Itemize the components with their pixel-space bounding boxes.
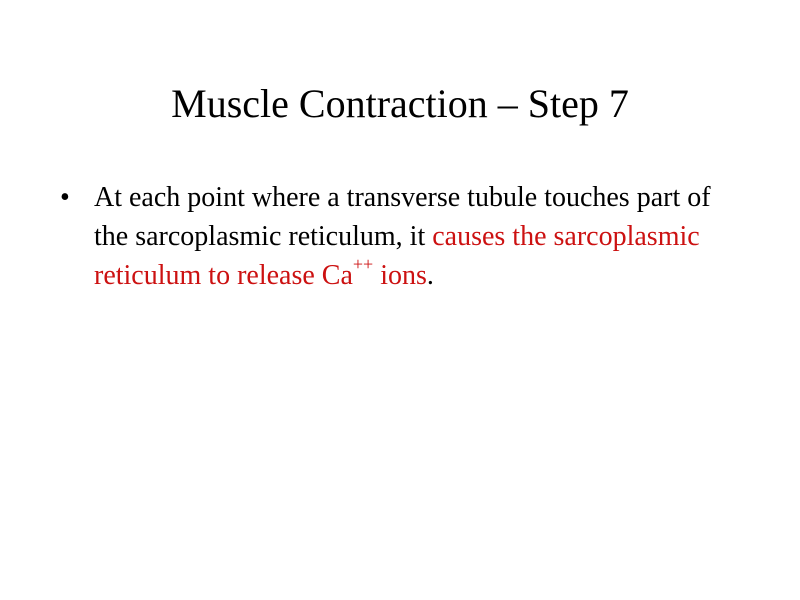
- slide-title: Muscle Contraction – Step 7: [171, 81, 629, 126]
- calcium-charge-superscript: ++: [352, 253, 374, 274]
- bullet-marker: •: [60, 182, 70, 213]
- bullet-text-highlight-end: ions: [373, 260, 427, 291]
- bullet-text-end: .: [426, 260, 434, 291]
- bullet-text-plain: At each point where a transverse tubule touches part of the sarcoplasmic reticulum, it: [94, 182, 711, 252]
- bullet-text-highlight: causes the sarcoplasmic reticulum to release Ca: [94, 221, 700, 291]
- bullet-item: [60, 178, 740, 295]
- bullet-list: [60, 178, 740, 295]
